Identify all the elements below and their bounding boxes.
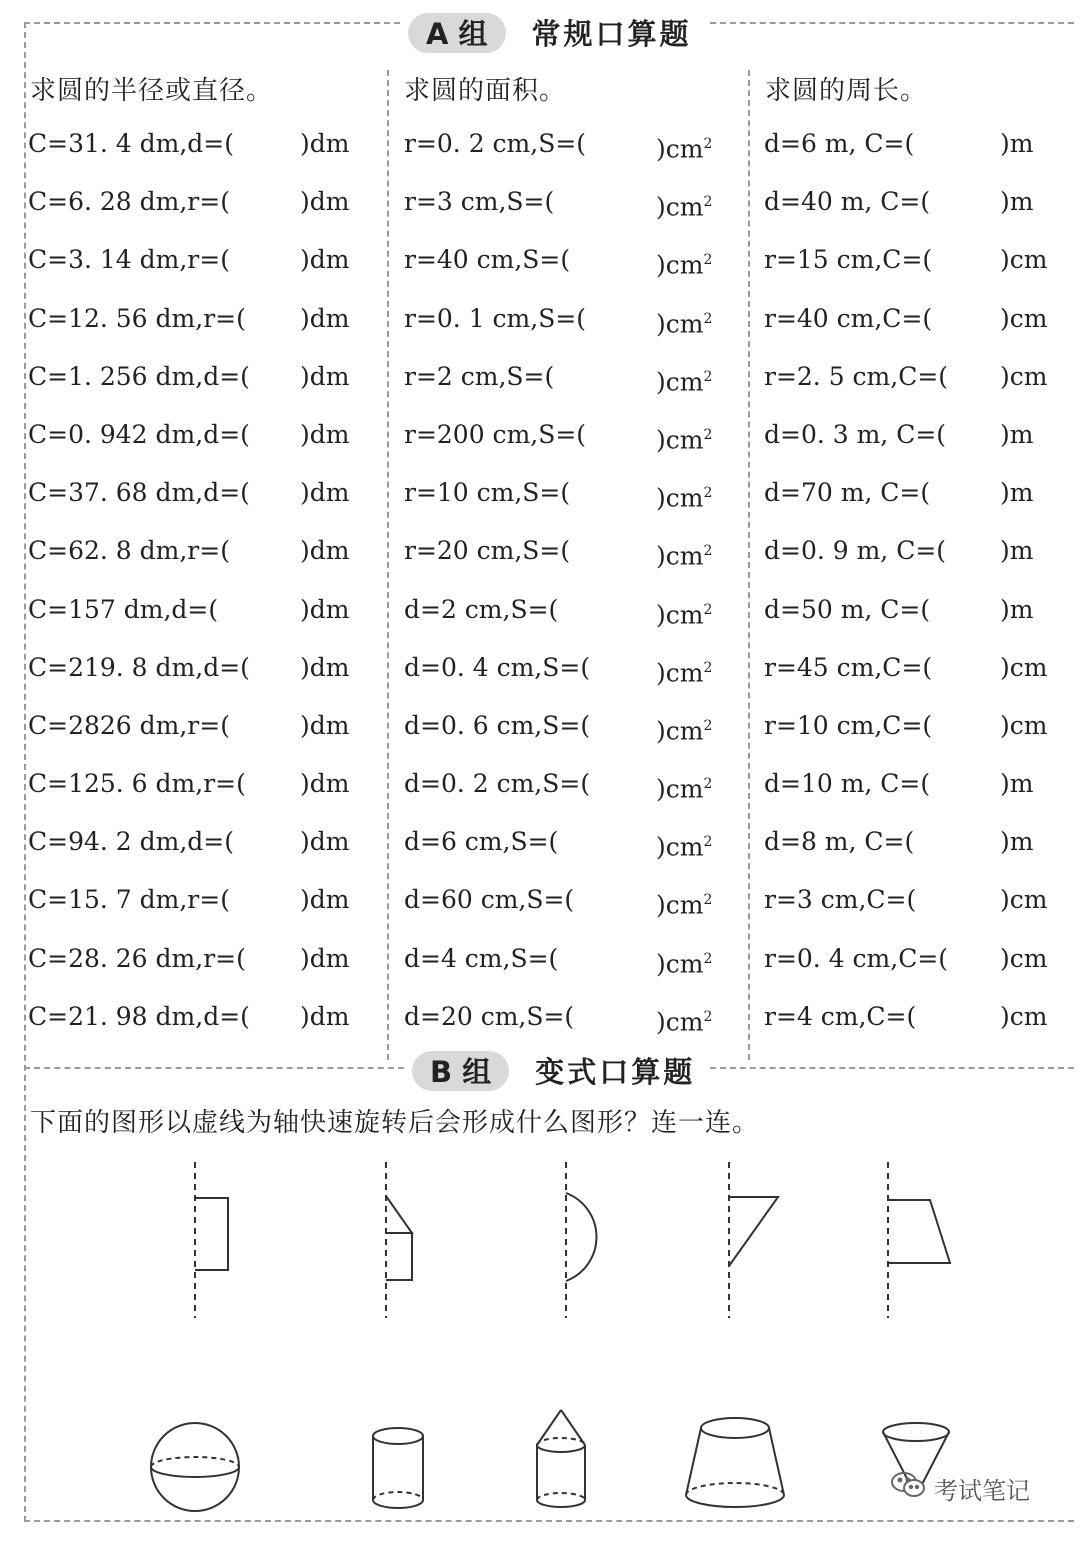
figure-rectangle[interactable]: [195, 1162, 228, 1318]
problem-expression: r=10 cm,S=(: [404, 478, 571, 508]
problem-expression: d=10 m, C=(: [764, 769, 931, 799]
unit-exponent: 2: [703, 601, 713, 618]
solid-cone-on-cylinder[interactable]: [537, 1410, 585, 1507]
answer-unit: )dm: [300, 1001, 350, 1031]
problem-expression: d=6 cm,S=(: [404, 827, 559, 857]
unit-base: )cm: [656, 774, 704, 804]
problem-expression: C=6. 28 dm,r=(: [28, 187, 230, 217]
answer-unit: )dm: [300, 827, 350, 857]
problem-expression: C=37. 68 dm,d=(: [28, 478, 250, 508]
problem-expression: d=40 m, C=(: [764, 187, 931, 217]
unit-exponent: 2: [703, 950, 713, 967]
solid-frustum[interactable]: [686, 1418, 784, 1507]
answer-unit: )m: [1000, 594, 1034, 624]
unit-base: )cm: [656, 599, 704, 629]
answer-unit: )dm: [300, 594, 350, 624]
solid-sphere[interactable]: [151, 1423, 239, 1511]
unit-exponent: 2: [703, 1008, 713, 1025]
answer-unit: )dm: [300, 536, 350, 566]
answer-unit: )cm: [1000, 1001, 1048, 1031]
unit-base: )cm: [656, 948, 704, 978]
answer-unit: )cm: [1000, 710, 1048, 740]
answer-unit: )dm: [300, 478, 350, 508]
answer-unit: )m: [1000, 827, 1034, 857]
figure-trapezoid[interactable]: [888, 1162, 950, 1318]
problem-expression: C=3. 14 dm,r=(: [28, 245, 230, 275]
problem-expression: r=3 cm,C=(: [764, 885, 917, 915]
watermark-text: 考试笔记: [934, 1476, 1030, 1505]
unit-base: )cm: [656, 367, 704, 397]
unit-exponent: 2: [703, 252, 713, 269]
answer-unit: )dm: [300, 419, 350, 449]
problem-expression: C=28. 26 dm,r=(: [28, 943, 246, 973]
answer-unit: )dm: [300, 769, 350, 799]
section-b-title: 变式口算题: [535, 1055, 696, 1089]
problem-expression: C=1. 256 dm,d=(: [28, 361, 250, 391]
answer-unit: )dm: [300, 361, 350, 391]
problem-expression: C=12. 56 dm,r=(: [28, 303, 246, 333]
solid-cylinder[interactable]: [373, 1428, 423, 1508]
unit-exponent: 2: [703, 717, 713, 734]
answer-unit: )dm: [300, 129, 350, 158]
unit-exponent: 2: [703, 892, 713, 909]
problem-expression: C=21. 98 dm,d=(: [28, 1001, 250, 1031]
col2-title: 求圆的面积。: [404, 76, 567, 106]
unit-exponent: 2: [703, 834, 713, 851]
answer-unit: )dm: [300, 943, 350, 973]
unit-base: )cm: [656, 250, 704, 280]
unit-base: )cm: [656, 483, 704, 513]
problem-expression: d=20 cm,S=(: [404, 1001, 575, 1031]
section-b-badge: B 组: [412, 1051, 509, 1091]
problem-expression: r=2. 5 cm,C=(: [764, 361, 949, 391]
unit-base: )cm: [656, 541, 704, 571]
problem-expression: r=0. 4 cm,C=(: [764, 943, 949, 973]
section-a-title: 常规口算题: [531, 17, 692, 51]
section-b-question: 下面的图形以虚线为轴快速旋转后会形成什么图形？连一连。: [30, 1108, 760, 1138]
unit-exponent: 2: [703, 310, 713, 327]
problem-expression: r=2 cm,S=(: [404, 361, 555, 391]
unit-base: )cm: [656, 1007, 704, 1037]
problem-expression: r=200 cm,S=(: [404, 419, 587, 449]
problem-expression: d=0. 3 m, C=(: [764, 419, 947, 449]
problem-expression: r=40 cm,C=(: [764, 303, 933, 333]
unit-exponent: 2: [703, 776, 713, 793]
problem-expression: r=0. 1 cm,S=(: [404, 303, 587, 333]
problem-expression: d=60 cm,S=(: [404, 885, 575, 915]
problem-expression: d=8 m, C=(: [764, 827, 915, 857]
problem-expression: C=62. 8 dm,r=(: [28, 536, 230, 566]
problem-expression: d=0. 2 cm,S=(: [404, 769, 591, 799]
unit-base: )cm: [656, 658, 704, 688]
wechat-icon: [890, 1470, 926, 1506]
unit-base: )cm: [656, 890, 704, 920]
problem-expression: C=31. 4 dm,d=(: [28, 129, 234, 158]
answer-unit: )dm: [300, 652, 350, 682]
answer-unit: )m: [1000, 419, 1034, 449]
unit-exponent: 2: [703, 485, 713, 502]
problem-expression: C=15. 7 dm,r=(: [28, 885, 230, 915]
problem-expression: r=0. 2 cm,S=(: [404, 129, 587, 158]
answer-unit: )dm: [300, 303, 350, 333]
unit-base: )cm: [656, 192, 704, 222]
watermark: [890, 1470, 1030, 1506]
answer-unit: )m: [1000, 478, 1034, 508]
figure-triangle-on-rectangle[interactable]: [386, 1162, 412, 1318]
problem-expression: r=10 cm,C=(: [764, 710, 933, 740]
problem-expression: d=6 m, C=(: [764, 129, 915, 158]
problem-expression: r=20 cm,S=(: [404, 536, 571, 566]
problem-expression: r=15 cm,C=(: [764, 245, 933, 275]
problem-expression: C=94. 2 dm,d=(: [28, 827, 234, 857]
problem-expression: C=125. 6 dm,r=(: [28, 769, 246, 799]
unit-exponent: 2: [703, 194, 713, 211]
problem-expression: C=219. 8 dm,d=(: [28, 652, 250, 682]
unit-exponent: 2: [703, 426, 713, 443]
section-a-badge: A 组: [408, 13, 506, 53]
unit-base: )cm: [656, 716, 704, 746]
problem-expression: d=70 m, C=(: [764, 478, 931, 508]
answer-unit: )dm: [300, 187, 350, 217]
problem-expression: C=0. 942 dm,d=(: [28, 419, 250, 449]
answer-unit: )cm: [1000, 245, 1048, 275]
answer-unit: )cm: [1000, 885, 1048, 915]
unit-base: )cm: [656, 832, 704, 862]
figure-semicircle[interactable]: [566, 1162, 596, 1318]
problem-expression: d=0. 6 cm,S=(: [404, 710, 591, 740]
problem-expression: r=45 cm,C=(: [764, 652, 933, 682]
unit-base: )cm: [656, 425, 704, 455]
answer-unit: )m: [1000, 129, 1034, 158]
unit-exponent: 2: [703, 543, 713, 560]
unit-base: )cm: [656, 134, 704, 164]
problem-expression: d=0. 9 m, C=(: [764, 536, 947, 566]
col1-title: 求圆的半径或直径。: [30, 76, 274, 106]
problem-expression: C=2826 dm,r=(: [28, 710, 230, 740]
answer-unit: )dm: [300, 885, 350, 915]
answer-unit: )cm: [1000, 943, 1048, 973]
answer-unit: )cm: [1000, 652, 1048, 682]
answer-unit: )dm: [300, 245, 350, 275]
unit-base: )cm: [656, 308, 704, 338]
unit-exponent: 2: [703, 136, 713, 152]
answer-unit: )m: [1000, 769, 1034, 799]
answer-unit: )m: [1000, 536, 1034, 566]
answer-unit: )cm: [1000, 361, 1048, 391]
problem-expression: d=50 m, C=(: [764, 594, 931, 624]
problem-expression: C=157 dm,d=(: [28, 594, 219, 624]
problem-expression: d=0. 4 cm,S=(: [404, 652, 591, 682]
answer-unit: )cm: [1000, 303, 1048, 333]
problem-expression: r=4 cm,C=(: [764, 1001, 917, 1031]
answer-unit: )m: [1000, 187, 1034, 217]
problem-expression: d=2 cm,S=(: [404, 594, 559, 624]
problem-expression: r=40 cm,S=(: [404, 245, 571, 275]
answer-unit: )dm: [300, 710, 350, 740]
problem-expression: d=4 cm,S=(: [404, 943, 559, 973]
col3-title: 求圆的周长。: [765, 76, 928, 106]
unit-exponent: 2: [703, 368, 713, 385]
unit-exponent: 2: [703, 659, 713, 676]
figure-right-triangle[interactable]: [729, 1162, 778, 1318]
problem-expression: r=3 cm,S=(: [404, 187, 555, 217]
